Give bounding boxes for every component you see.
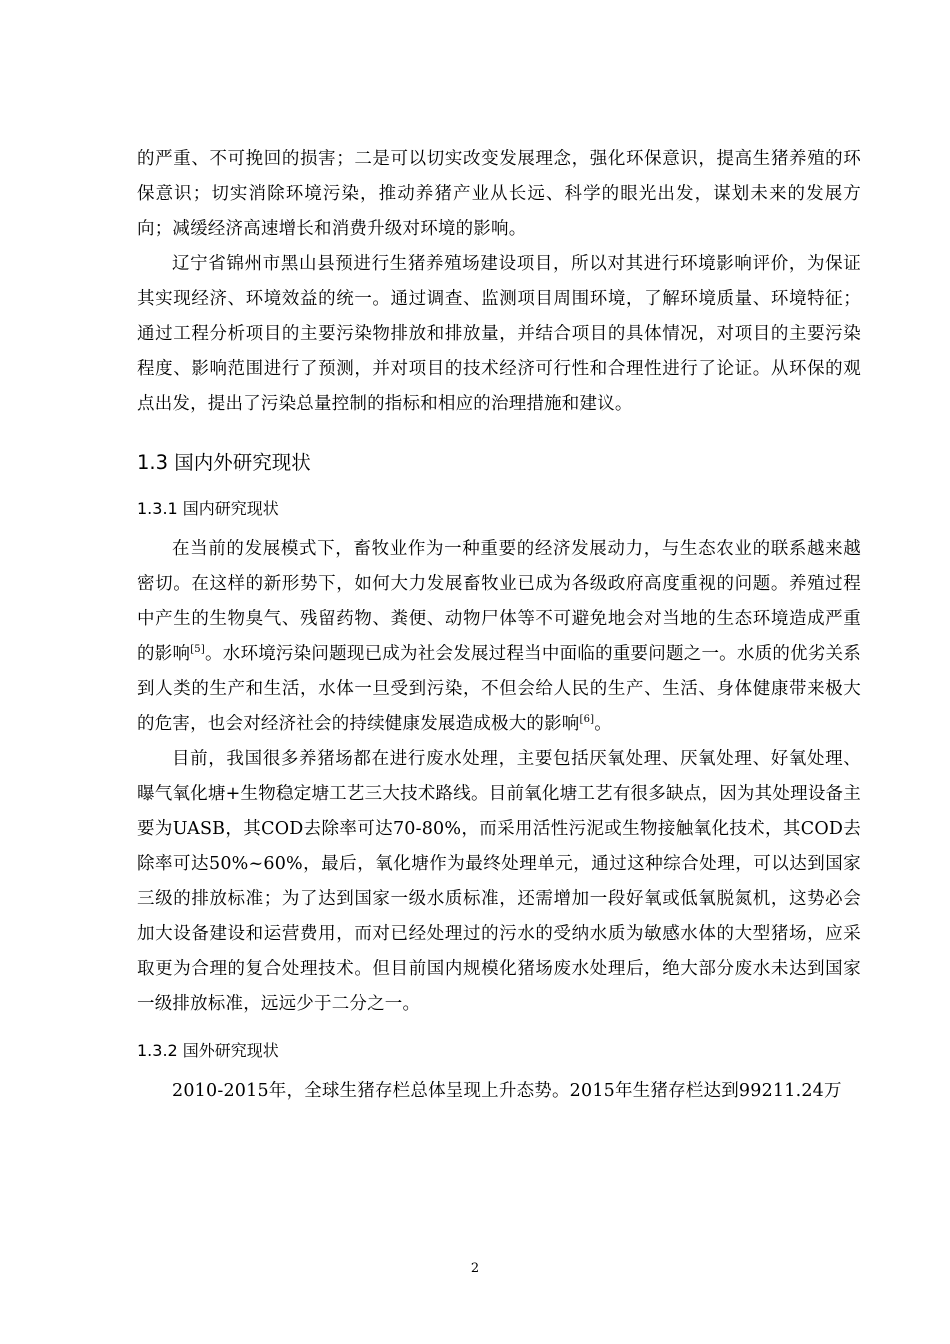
paragraph-domestic-part2: 。水环境污染问题现已成为社会发展过程当中面临的重要问题之一。水质的优劣关系到人类的生产和生活，水体一旦受到污染，不但会给人民的生产、生活、身体健康带来极大的危害，也会对经济社会的持续健康发展造成极大的影响 xyxy=(137,644,861,734)
paragraph-domestic-part1: 在当前的发展模式下，畜牧业作为一种重要的经济发展动力，与生态农业的联系越来越密切。在这样的新形势下，如何大力发展畜牧业已成为各级政府高度重视的问题。养殖过程中产生的生物臭气、残留药物、粪便、动物尸体等不可避免地会对当地的生态环境造成严重的影响 xyxy=(137,539,861,664)
paragraph-domestic-part3: 。 xyxy=(594,714,612,734)
paragraph-liaoning-project: 辽宁省锦州市黑山县预进行生猪养殖场建设项目，所以对其进行环境影响评价，为保证其实现经济、环境效益的统一。通过调查、监测项目周围环境，了解环境质量、环境特征；通过工程分析项目的主要污染物排放和排放量，并结合项目的具体情况，对项目的主要污染程度、影响范围进行了预测，并对项目的技术经济可行性和合理性进行了论证。从环保的观点出发，提出了污染总量控制的指标和相应的治理措施和建议。 xyxy=(137,254,861,414)
paragraph-foreign-research: 2010-2015年，全球生猪存栏总体呈现上升态势。2015年生猪存栏达到99211.24万 xyxy=(172,1081,842,1101)
citation-ref-6: [6] xyxy=(579,714,595,726)
paragraph-domestic-research xyxy=(137,532,861,742)
subsection-heading-1-3-1: 1.3.1 国内研究现状 xyxy=(137,499,279,518)
paragraph-wastewater-treatment: 目前，我国很多养猪场都在进行废水处理，主要包括厌氧处理、厌氧处理、好氧处理、曝气氧化塘+生物稳定塘工艺三大技术路线。目前氧化塘工艺有很多缺点，因为其处理设备主要为UASB，其COD去除率可达70-80%，而采用活性污泥或生物接触氧化技术，其COD去除率可达50%~60%，最后，氧化塘作为最终处理单元，通过这种综合处理，可以达到国家三级的排放标准；为了达到国家一级水质标准，还需增加一段好氧或低氧脱氮机，这势必会加大设备建设和运营费用，而对已经处理过的污水的受纳水质为敏感水体的大型猪场，应采取更为合理的复合处理技术。但目前国内规模化猪场废水处理后，绝大部分废水未达到国家一级排放标准，远远少于二分之一。 xyxy=(137,749,861,1014)
paragraph-intro: 的严重、不可挽回的损害；二是可以切实改变发展理念，强化环保意识，提高生猪养殖的环保意识；切实消除环境污染，推动养猪产业从长远、科学的眼光出发，谋划未来的发展方向；减缓经济高速增长和消费升级对环境的影响。 xyxy=(137,149,861,239)
document-page xyxy=(137,142,861,1109)
citation-ref-5: [5] xyxy=(190,644,205,656)
subsection-heading-1-3-2: 1.3.2 国外研究现状 xyxy=(137,1041,279,1060)
section-heading-1-3: 1.3 国内外研究现状 xyxy=(137,451,311,474)
page-number: 2 xyxy=(470,1261,480,1276)
